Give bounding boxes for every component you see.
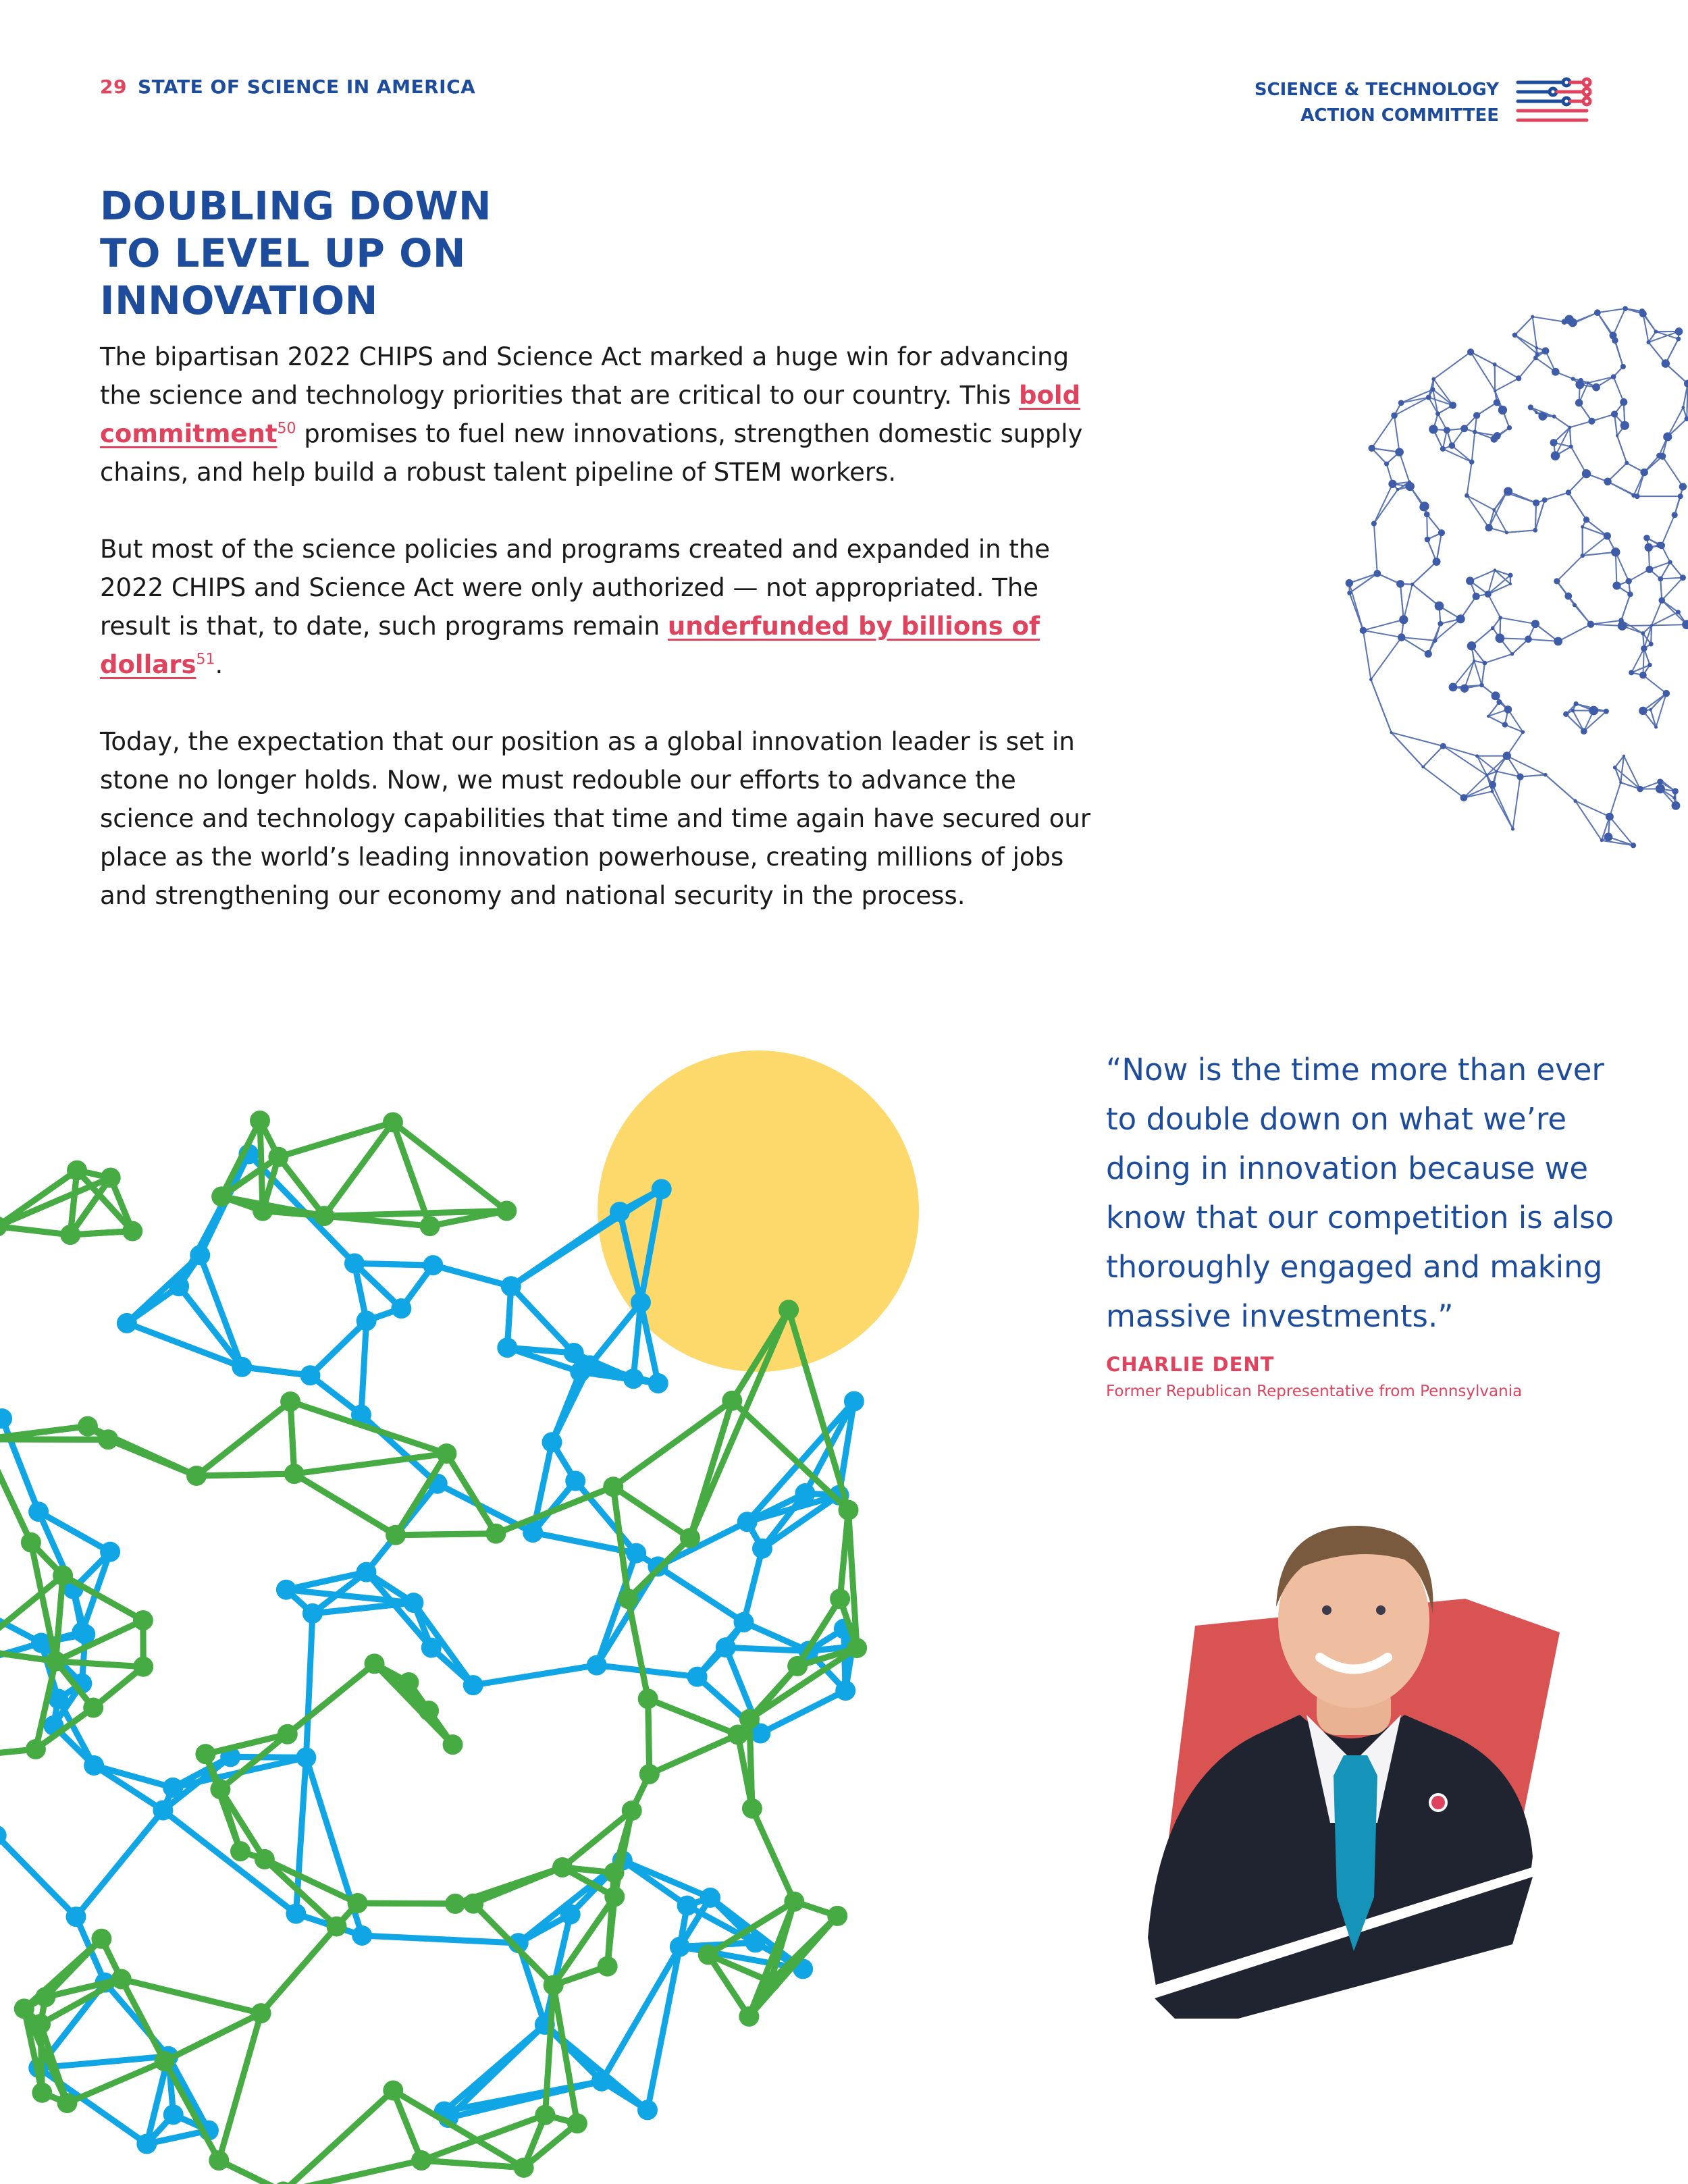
org-name-line1: SCIENCE & TECHNOLOGY <box>1254 80 1499 100</box>
molecular-network-illustration <box>0 972 945 2184</box>
underfunded-link[interactable]: underfunded by billions of dollars <box>100 612 1040 679</box>
body-copy <box>100 338 1113 953</box>
paragraph-1 <box>100 338 1113 491</box>
p1-text-a: The bipartisan 2022 CHIPS and Science Act marked a huge win for advancing the science and technology priorities that are critical to our country. This <box>100 342 1070 410</box>
publication-title: STATE OF SCIENCE IN AMERICA <box>137 76 476 98</box>
footnote-51[interactable]: 51 <box>196 651 215 668</box>
pull-quote: “Now is the time more than ever to double down on what we’re doing in innovation because we know that our competition is also thoroughly engaged and making massive investments.” <box>1106 1052 1614 1334</box>
quote-attribution-name: CHARLIE DENT <box>1106 1353 1275 1376</box>
p2-text-b: . <box>215 650 223 679</box>
wireframe-globe-illustration <box>1323 297 1688 871</box>
page-number: 29 <box>100 76 127 98</box>
page-title <box>100 182 573 324</box>
title-line3: INNOVATION <box>100 277 378 323</box>
title-line1: DOUBLING DOWN <box>100 183 492 229</box>
org-name-line2: ACTION COMMITTEE <box>1300 105 1499 126</box>
circuit-flag-icon <box>1512 77 1592 124</box>
paragraph-2 <box>100 530 1113 684</box>
paragraph-3: Today, the expectation that our position as a global innovation leader is set in stone no longer holds. Now, we must redouble our efforts to advance the science and technology capabilities that time and time again have secured our place as the world’s leading innovation powerhouse, creating millions of jobs and strengthening our economy and national security in the process. <box>100 727 1091 910</box>
footnote-50[interactable]: 50 <box>277 420 296 437</box>
title-line2: TO LEVEL UP ON <box>100 230 466 276</box>
p2-text-a: But most of the science policies and programs created and expanded in the 2022 CHIPS and Science Act were only authorized — not appropriated. The result is that, to date, such programs remain <box>100 535 1051 641</box>
org-name <box>1255 77 1499 128</box>
p1-text-b: promises to fuel new innovations, strengthen domestic supply chains, and help build a robust talent pipeline of STEM workers. <box>100 419 1083 487</box>
bold-commitment-link[interactable]: bold commitment <box>100 381 1081 448</box>
quote-attribution-role: Former Republican Representative from Pennsylvania <box>1106 1383 1523 1400</box>
running-header <box>100 76 475 98</box>
speaker-portrait <box>1134 1479 1566 2019</box>
